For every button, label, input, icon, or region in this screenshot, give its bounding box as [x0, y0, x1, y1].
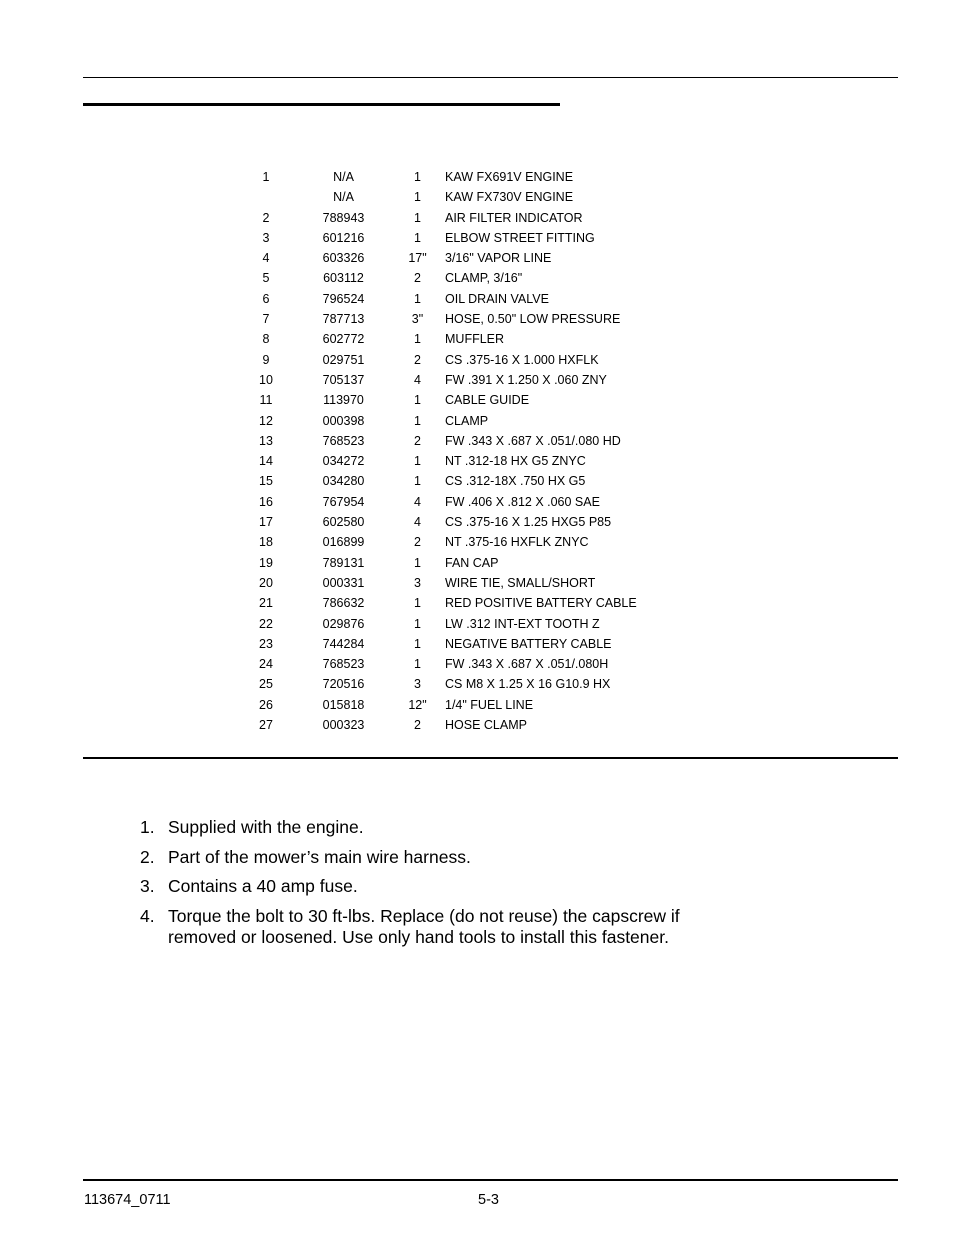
part-number-cell: 720516 [322, 677, 365, 692]
ref-number-cell: 18 [259, 535, 273, 550]
parts-table-row [240, 309, 705, 329]
description-cell: FAN CAP [445, 555, 499, 570]
ref-number-cell: 7 [262, 312, 270, 327]
description-cell: FW .343 X .687 X .051/.080 HD [445, 433, 621, 448]
note-item [140, 906, 728, 948]
description-cell: HOSE, 0.50" LOW PRESSURE [445, 312, 621, 327]
parts-table-row [240, 553, 705, 573]
parts-table-row [240, 634, 705, 654]
parts-table-row [240, 614, 705, 634]
quantity-cell: 2 [414, 271, 421, 286]
description-cell: CS M8 X 1.25 X 16 G10.9 HX [445, 677, 611, 692]
parts-table-body [240, 167, 705, 735]
parts-table-row [240, 350, 705, 370]
parts-table-row [240, 451, 705, 471]
description-cell: AIR FILTER INDICATOR [445, 210, 583, 225]
notes-list [140, 817, 728, 956]
ref-number-cell: 20 [259, 575, 273, 590]
quantity-cell: 3 [414, 575, 421, 590]
parts-table-row [240, 654, 705, 674]
description-cell: ELBOW STREET FITTING [445, 230, 595, 245]
parts-table-row [240, 492, 705, 512]
parts-table-row [240, 268, 705, 288]
quantity-cell: 1 [414, 616, 421, 631]
part-number-cell: 788943 [322, 210, 365, 225]
part-number-cell: 768523 [322, 657, 365, 672]
quantity-cell: 1 [414, 596, 421, 611]
description-cell: CS .375-16 X 1.25 HXG5 P85 [445, 515, 612, 530]
quantity-cell: 1 [414, 210, 421, 225]
description-cell: KAW FX691V ENGINE [445, 170, 574, 184]
description-cell: FW .343 X .687 X .051/.080H [445, 657, 609, 672]
ref-number-cell: 24 [259, 657, 273, 672]
parts-table [240, 167, 705, 735]
ref-number-cell: 23 [259, 636, 273, 651]
quantity-cell: 1 [414, 657, 421, 672]
quantity-cell: 1 [414, 636, 421, 651]
part-number-cell: 767954 [322, 494, 365, 509]
parts-table-row [240, 695, 705, 715]
description-cell: LW .312 INT-EXT TOOTH Z [445, 616, 600, 631]
note-text: Supplied with the engine. [168, 817, 364, 837]
part-number-cell: 601216 [322, 230, 365, 245]
quantity-cell: 4 [414, 515, 421, 530]
note-number: 2. [140, 846, 155, 867]
part-number-cell: 787713 [322, 312, 365, 327]
part-number-cell: 603112 [323, 271, 364, 286]
description-cell: KAW FX730V ENGINE [445, 190, 574, 205]
quantity-cell: 3" [411, 312, 424, 327]
part-number-cell: N/A [333, 170, 354, 184]
quantity-cell: 1 [414, 413, 421, 428]
quantity-cell: 1 [414, 230, 421, 245]
ref-number-cell: 6 [262, 291, 270, 306]
ref-number-cell: 26 [259, 697, 273, 712]
description-cell: NEGATIVE BATTERY CABLE [445, 636, 612, 651]
note-text: Torque the bolt to 30 ft-lbs. Replace (do not reuse) the capscrew if removed or loosened. Use only hand tools to install this fastener. [168, 905, 680, 947]
parts-table-row [240, 167, 705, 187]
ref-number-cell: 3 [262, 230, 270, 245]
note-item [140, 876, 728, 897]
note-item [140, 817, 728, 838]
description-cell: FW .391 X 1.250 X .060 ZNY [445, 372, 607, 387]
part-number-cell: 705137 [322, 372, 365, 387]
ref-number-cell: 21 [259, 596, 273, 611]
quantity-cell: 2 [414, 433, 421, 448]
part-number-cell: 016899 [322, 535, 365, 550]
description-cell: 3/16" VAPOR LINE [445, 251, 552, 266]
parts-table-row [240, 512, 705, 532]
quantity-cell: 3 [414, 677, 421, 692]
parts-table-row [240, 431, 705, 451]
ref-number-cell: 2 [262, 210, 270, 225]
parts-table-row [240, 187, 705, 207]
description-cell: OIL DRAIN VALVE [445, 291, 549, 306]
part-number-cell: 786632 [322, 596, 365, 611]
parts-table-row [240, 593, 705, 613]
description-cell: CS .312-18X .750 HX G5 [445, 474, 586, 489]
ref-number-cell: 13 [259, 433, 273, 448]
part-number-cell: 789131 [322, 555, 365, 570]
part-number-cell: N/A [333, 190, 354, 205]
description-cell: NT .375-16 HXFLK ZNYC [445, 535, 589, 550]
ref-number-cell: 1 [262, 170, 270, 184]
description-cell: CLAMP, 3/16" [445, 271, 523, 286]
quantity-cell: 2 [414, 535, 421, 550]
part-number-cell: 015818 [322, 697, 365, 712]
quantity-cell: 1 [414, 454, 421, 469]
ref-number-cell: 25 [259, 677, 273, 692]
parts-table-row [240, 208, 705, 228]
note-text: Contains a 40 amp fuse. [168, 876, 358, 896]
description-cell: CS .375-16 X 1.000 HXFLK [445, 352, 599, 367]
part-number-cell: 029876 [322, 616, 365, 631]
section-rule [83, 757, 898, 759]
quantity-cell: 4 [414, 494, 421, 509]
parts-table-row [240, 248, 705, 268]
parts-table-row [240, 289, 705, 309]
ref-number-cell: 5 [262, 271, 270, 286]
quantity-cell: 17" [408, 251, 427, 266]
parts-table-row [240, 329, 705, 349]
quantity-cell: 12" [408, 697, 427, 712]
description-cell: 1/4" FUEL LINE [445, 697, 534, 712]
heading-rule [83, 103, 560, 106]
quantity-cell: 1 [414, 555, 421, 570]
quantity-cell: 1 [414, 291, 421, 306]
ref-number-cell: 11 [259, 393, 273, 408]
description-cell: MUFFLER [445, 332, 505, 347]
ref-number-cell: 14 [259, 454, 273, 469]
quantity-cell: 1 [414, 393, 421, 408]
description-cell: CLAMP [445, 413, 489, 428]
parts-table-row [240, 532, 705, 552]
parts-table-row [240, 390, 705, 410]
quantity-cell: 1 [414, 170, 421, 184]
description-cell: NT .312-18 HX G5 ZNYC [445, 454, 586, 469]
part-number-cell: 602772 [322, 332, 365, 347]
quantity-cell: 1 [414, 190, 421, 205]
parts-table-row [240, 411, 705, 431]
quantity-cell: 4 [414, 372, 421, 387]
parts-table-row [240, 228, 705, 248]
parts-table-row [240, 471, 705, 491]
part-number-cell: 000398 [322, 413, 365, 428]
quantity-cell: 2 [414, 352, 421, 367]
part-number-cell: 034280 [322, 474, 365, 489]
ref-number-cell: 17 [259, 515, 273, 530]
part-number-cell: 000323 [322, 718, 365, 733]
ref-number-cell: 12 [259, 413, 273, 428]
quantity-cell: 1 [414, 332, 421, 347]
parts-table-row [240, 674, 705, 694]
note-item [140, 847, 728, 868]
part-number-cell: 029751 [322, 352, 365, 367]
footer-page-number: 5-3 [478, 1192, 499, 1208]
quantity-cell: 1 [414, 474, 421, 489]
parts-table-row [240, 370, 705, 390]
description-cell: WIRE TIE, SMALL/SHORT [445, 575, 596, 590]
footer-doc-number: 113674_0711 [84, 1192, 171, 1208]
ref-number-cell: 16 [259, 494, 273, 509]
part-number-cell: 768523 [322, 433, 365, 448]
note-number: 3. [140, 876, 155, 896]
part-number-cell: 603326 [322, 251, 365, 266]
part-number-cell: 602580 [322, 515, 365, 530]
ref-number-cell: 22 [259, 616, 273, 631]
header-rule [83, 77, 898, 78]
description-cell: FW .406 X .812 X .060 SAE [445, 494, 600, 509]
ref-number-cell: 9 [262, 352, 270, 367]
description-cell: RED POSITIVE BATTERY CABLE [445, 596, 637, 611]
part-number-cell: 000331 [322, 575, 365, 590]
part-number-cell: 113970 [323, 393, 364, 408]
ref-number-cell: 15 [259, 474, 273, 489]
part-number-cell: 796524 [322, 291, 365, 306]
ref-number-cell: 19 [259, 555, 273, 570]
note-number: 1. [140, 817, 155, 837]
quantity-cell: 2 [414, 718, 421, 733]
ref-number-cell: 8 [262, 332, 270, 347]
description-cell: HOSE CLAMP [445, 718, 527, 733]
ref-number-cell: 10 [259, 372, 273, 387]
ref-number-cell: 27 [259, 718, 273, 733]
part-number-cell: 034272 [322, 454, 365, 469]
ref-number-cell: 4 [262, 251, 270, 266]
footer-rule [83, 1179, 898, 1181]
part-number-cell: 744284 [322, 636, 365, 651]
note-text: Part of the mower’s main wire harness. [168, 846, 471, 867]
description-cell: CABLE GUIDE [445, 393, 530, 408]
ref-number-cell [240, 187, 292, 207]
parts-table-row [240, 715, 705, 735]
parts-table-row [240, 573, 705, 593]
note-number: 4. [140, 905, 155, 926]
